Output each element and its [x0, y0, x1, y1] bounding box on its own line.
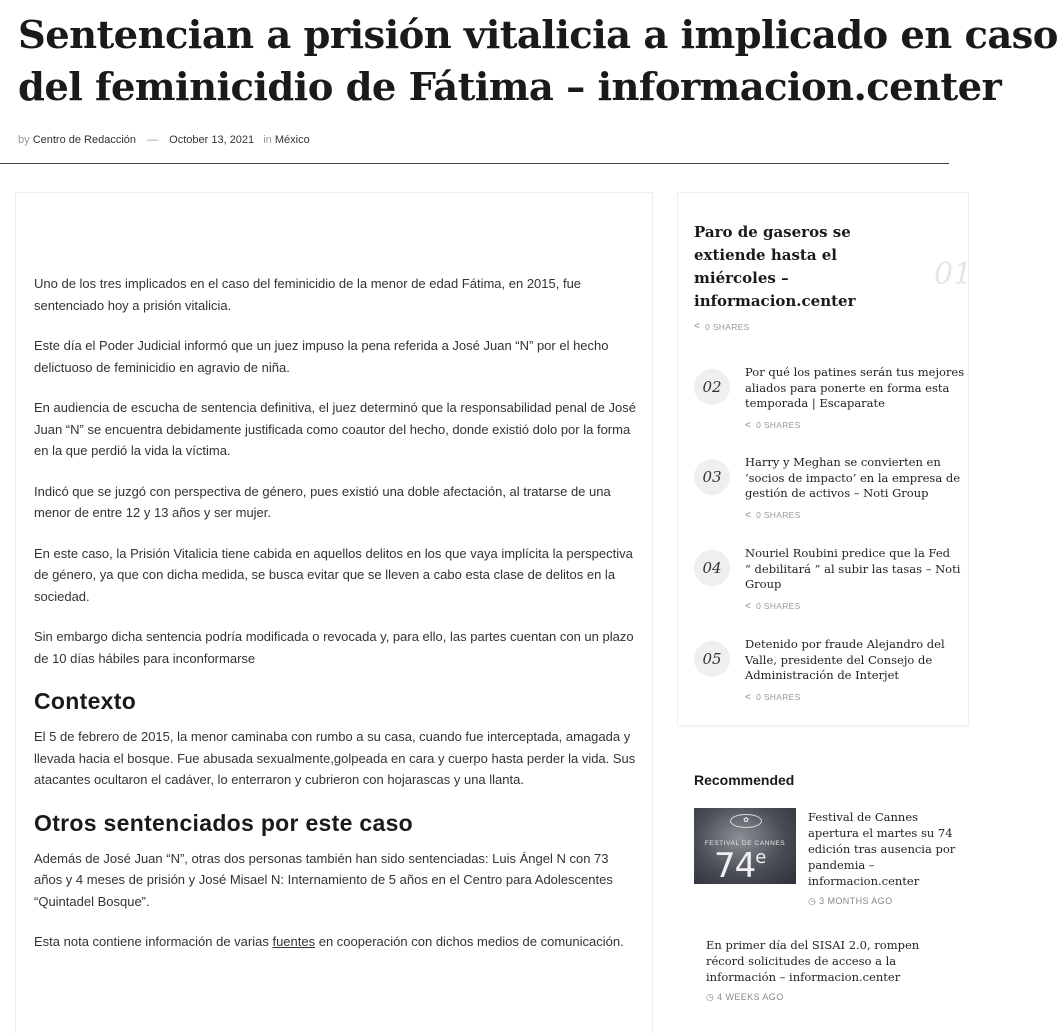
article-body [16, 193, 652, 1033]
title-line: apertura el martes su 74 [808, 826, 953, 840]
thumbnail-superscript: e [755, 847, 766, 868]
recommended-time [808, 896, 968, 907]
share-count [745, 510, 975, 521]
title-line: Administración de Interjet [745, 668, 900, 682]
share-count [745, 601, 975, 612]
title-line: aliados para ponerte en forma esta [745, 380, 950, 395]
title-line: récord solicitudes de acceso a la [706, 954, 897, 968]
popular-rank-number: 03 [694, 459, 730, 495]
category-link[interactable]: México [274, 134, 310, 146]
title-line: gestión de activos – Noti Group [745, 486, 929, 500]
article-paragraph: Indicó que se juzgó con perspectiva de género, pues existió una doble afectación, al tratarse de una menor de entre 12 y 13 años y ser mujer. [34, 483, 611, 520]
title-line: Harry y Meghan se convierten en [745, 455, 941, 469]
cannes-palm-logo-icon: ✿ [730, 814, 762, 828]
title-line: Nouriel Roubini predice que la Fed [745, 546, 951, 560]
title-line: Festival de Cannes [808, 810, 919, 824]
recommended-title[interactable] [808, 809, 968, 889]
title-line: ‘socios de impacto’ en la empresa de [745, 470, 961, 485]
title-line: Valle, presidente del Consejo de [745, 652, 933, 667]
thumbnail-number: 74 [714, 846, 756, 886]
header-divider [0, 163, 949, 164]
title-line: Por qué los patines serán tus mejores [745, 365, 965, 379]
share-count-text: 0 SHARES [756, 510, 801, 520]
article-paragraph: En este caso, la Prisión Vitalicia tiene cabida en aquellos delitos en los que vaya implícita la perspectiva de género, ya que con dicha medida, se busca evitar que se lleven a cabo esta clase de delitos en la sociedad. [34, 545, 633, 604]
popular-rank-number: 05 [694, 641, 730, 677]
share-icon: < [745, 419, 752, 431]
clock-icon: ◷ [706, 992, 715, 1002]
sources-note-text: Esta nota contiene información de varias [34, 934, 273, 949]
popular-post-title[interactable] [745, 365, 975, 412]
byline [18, 134, 310, 146]
share-count [745, 420, 975, 431]
recommended-heading: Recommended [694, 772, 795, 788]
title-line: extiende hasta el [694, 246, 837, 264]
title-line: informacion.center [694, 292, 856, 310]
title-line: Paro de gaseros se [694, 223, 851, 241]
title-line: edición tras ausencia por [808, 842, 956, 856]
share-count [745, 692, 975, 703]
context-paragraph: El 5 de febrero de 2015, la menor caminaba con rumbo a su casa, cuando fue interceptada, amagada y llevada hacia el bosque. Fue abusada sexualmente,golpeada en cara y cuerpo hasta perder la vida. Sus atacantes ocultaron el cadáver, lo enterraron y cubrieron con hojarascas y una llanta. [34, 729, 636, 787]
sources-note-text-end: en cooperación con dichos medios de comunicación. [315, 934, 624, 949]
publish-date: October 13, 2021 [169, 134, 255, 146]
thumbnail-caption: FESTIVAL DE CANNES [704, 840, 786, 847]
share-count-text: 0 SHARES [756, 692, 801, 702]
popular-post-title[interactable] [745, 546, 975, 593]
recommended-item-2[interactable] [706, 937, 966, 1003]
sources-note [34, 931, 638, 953]
title-line: En primer día del SISAI 2.0, rompen [706, 938, 920, 952]
share-icon: < [745, 509, 752, 521]
share-icon: < [745, 600, 752, 612]
popular-post-title[interactable] [745, 637, 975, 684]
article-title-line-2: del feminicidio de Fátima – informacion.center [18, 65, 1002, 110]
heading-contexto: Contexto [34, 688, 137, 714]
others-paragraph: Además de José Juan “N”, otras dos personas también han sido sentenciadas: Luis Ángel N con 73 años y 4 meses de prisión y José Misael N: Internamiento de 5 años en el Centro para Adolescentes “Quintadel Bosque”. [34, 850, 613, 909]
title-line: Detenido por fraude Alejandro del [745, 637, 945, 651]
title-line: miércoles – [694, 269, 789, 287]
popular-posts-widget [678, 193, 973, 725]
article-paragraph: En audiencia de escucha de sentencia definitiva, el juez determinó que la responsabilidad penal de José Juan “N” se encuentra debidamente justificada como coautor del hecho, donde existió dolo por la forma en la que perdió la vida la víctima. [34, 400, 637, 458]
popular-post-1[interactable] [694, 221, 973, 332]
article-paragraph: Este día el Poder Judicial informó que un juez impuso la pena referida a José Juan “N” por el hecho delictuoso de feminicidio en agravio de niña. [34, 338, 609, 375]
author-link[interactable]: Centro de Redacción [32, 134, 137, 146]
title-line: informacion.center [808, 874, 920, 888]
title-line: pandemia – [808, 858, 875, 872]
byline-in: in [263, 134, 272, 146]
article-title-line-1: Sentencian a prisión vitalicia a implicado en caso [18, 13, 1058, 58]
title-line: Group [745, 577, 782, 591]
byline-by: by [18, 134, 30, 146]
share-count-text: 0 SHARES [756, 601, 801, 611]
clock-icon: ◷ [808, 896, 817, 906]
title-line: “ debilitará ” al subir las tasas – Noti [745, 561, 961, 576]
byline-separator: — [147, 134, 159, 146]
article-paragraph: Uno de los tres implicados en el caso del feminicidio de la menor de edad Fátima, en 2015, fue sentenciado hoy a prisión vitalicia. [34, 276, 582, 313]
share-icon: < [694, 321, 701, 332]
share-count-text: 0 SHARES [756, 420, 801, 430]
popular-post-title[interactable] [694, 221, 874, 313]
popular-rank-number: 04 [694, 550, 730, 586]
popular-post-title[interactable] [745, 455, 975, 502]
title-line: información – informacion.center [706, 970, 901, 984]
popular-rank-number: 01 [934, 257, 973, 292]
share-count [694, 321, 874, 332]
share-count-text: 0 SHARES [705, 321, 750, 332]
recommended-item-1[interactable] [808, 809, 968, 907]
sources-link[interactable]: fuentes [272, 934, 316, 949]
popular-rank-number: 02 [694, 369, 730, 405]
recommended-thumbnail-cannes[interactable] [694, 808, 796, 884]
heading-otros-sentenciados: Otros sentenciados por este caso [34, 809, 414, 836]
recommended-title[interactable] [706, 937, 966, 985]
title-line: temporada | Escaparate [745, 396, 885, 410]
thumbnail-edition-number [714, 846, 765, 886]
time-text: 4 WEEKS AGO [717, 992, 784, 1002]
recommended-time [706, 992, 966, 1003]
share-icon: < [745, 691, 752, 703]
time-text: 3 MONTHS AGO [819, 896, 893, 906]
article-paragraph: Sin embargo dicha sentencia podría modificada o revocada y, para ello, las partes cuentan con un plazo de 10 días hábiles para inconformarse [34, 629, 634, 666]
article-title [18, 10, 1058, 114]
